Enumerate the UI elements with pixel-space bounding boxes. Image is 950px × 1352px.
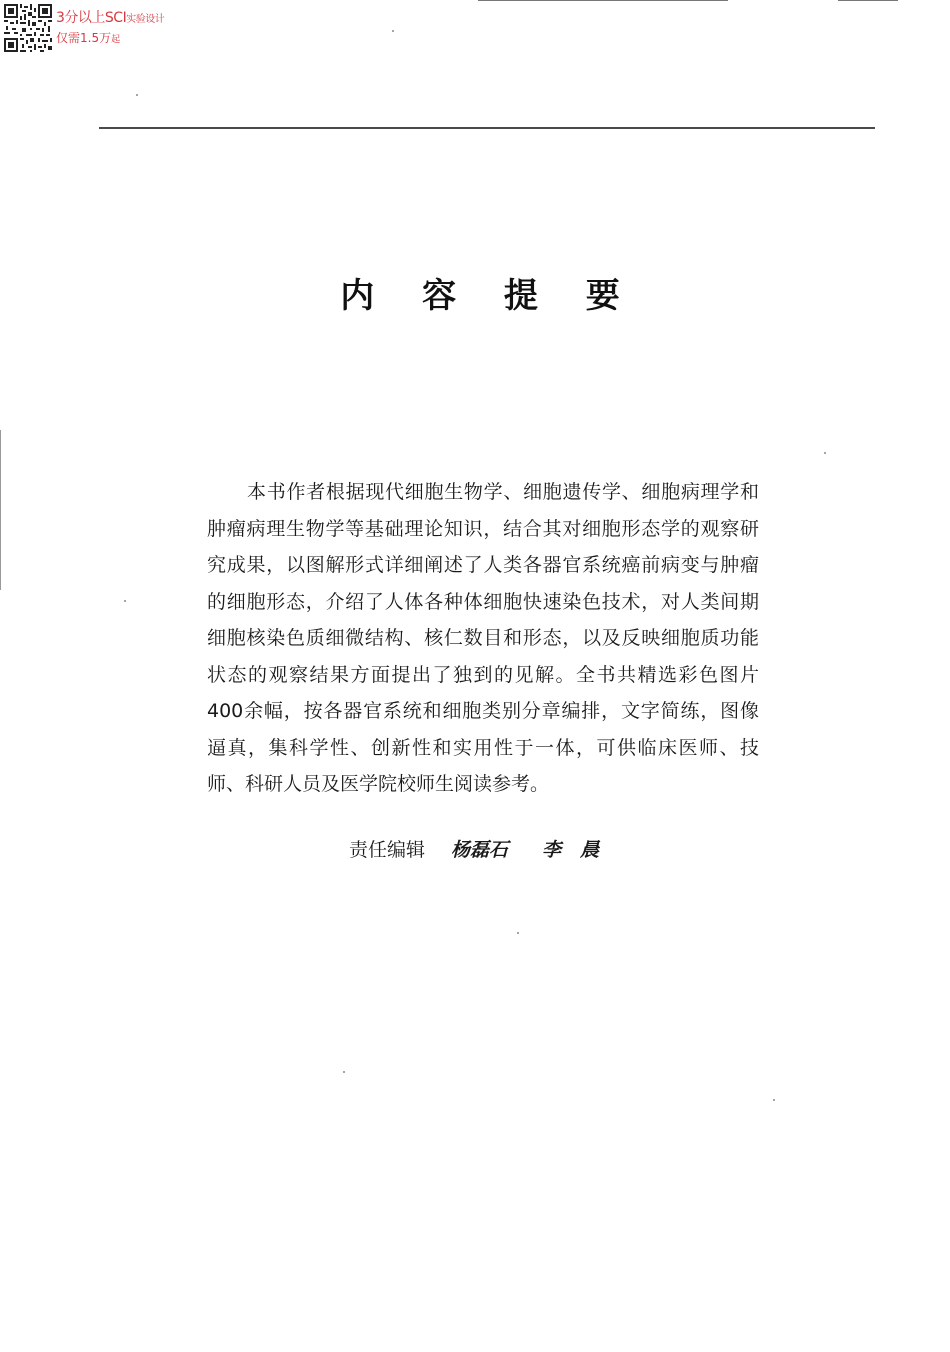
advertisement-text[interactable] bbox=[56, 9, 164, 50]
page-edge-line bbox=[0, 430, 1, 590]
summary-line: 400余幅，按各器官系统和细胞类别分章编排，文字简练，图像 bbox=[207, 700, 759, 722]
editor-name-2: 李 晨 bbox=[542, 839, 600, 861]
scan-speck bbox=[824, 452, 826, 454]
summary-line: 状态的观察结果方面提出了独到的见解。全书共精选彩色图片 bbox=[207, 663, 759, 686]
editor-label: 责任编辑 bbox=[349, 839, 426, 861]
header-rule bbox=[99, 127, 875, 129]
summary-line: 究成果，以图解形式详细阐述了人类各器官系统癌前病变与肿瘤 bbox=[207, 554, 759, 576]
page-title: 内 容 提 要 bbox=[340, 276, 638, 316]
summary-line: 细胞核染色质细微结构、核仁数目和形态，以及反映细胞质功能 bbox=[207, 627, 759, 649]
scan-speck bbox=[124, 600, 126, 602]
advertisement-banner[interactable] bbox=[4, 4, 164, 54]
top-edge-rule-right bbox=[838, 0, 898, 1]
editor-credit bbox=[349, 835, 599, 862]
summary-line: 师、科研人员及医学院校师生阅读参考。 bbox=[207, 773, 550, 795]
top-edge-rule bbox=[478, 0, 728, 1]
scan-speck bbox=[392, 30, 394, 32]
summary-line: 本书作者根据现代细胞生物学、细胞遗传学、细胞病理学和 bbox=[247, 481, 759, 503]
summary-line: 逼真，集科学性、创新性和实用性于一体，可供临床医师、技 bbox=[207, 736, 759, 759]
ad-line2-main: 仅需1.5万 bbox=[56, 31, 112, 45]
ad-line1-main: 3分以上SCI bbox=[56, 10, 127, 26]
ad-line2-small: 起 bbox=[111, 35, 121, 45]
scan-speck bbox=[136, 94, 138, 96]
qr-code-icon bbox=[4, 4, 52, 52]
summary-line: 的细胞形态，介绍了人体各种体细胞快速染色技术，对人类间期 bbox=[207, 590, 759, 613]
summary-line: 肿瘤病理生物学等基础理论知识，结合其对细胞形态学的观察研 bbox=[207, 517, 759, 540]
scan-speck bbox=[343, 1071, 345, 1073]
ad-line1-small: 实验设计 bbox=[126, 14, 165, 25]
advertisement-line-2 bbox=[56, 29, 164, 50]
editor-name-1: 杨磊石 bbox=[451, 839, 509, 861]
scan-speck bbox=[517, 932, 519, 934]
scan-speck bbox=[773, 1099, 775, 1101]
summary-paragraph bbox=[207, 474, 759, 803]
advertisement-line-1 bbox=[56, 9, 164, 29]
